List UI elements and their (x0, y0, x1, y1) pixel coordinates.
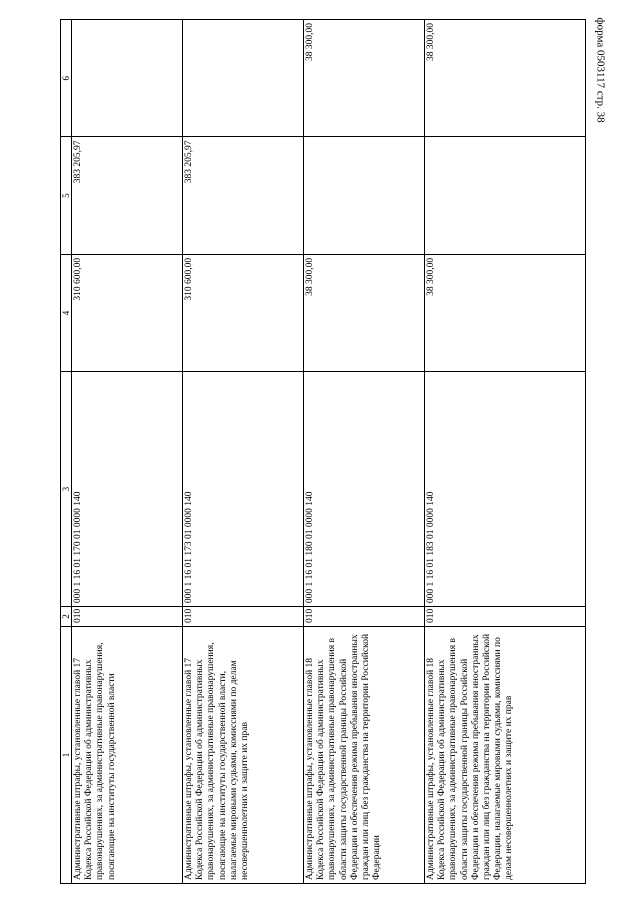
row-income-code: 000 1 16 01 173 01 0000 140 (182, 371, 303, 606)
column-header: 3 (60, 371, 71, 606)
row-income-code: 000 1 16 01 180 01 0000 140 (303, 371, 424, 606)
row-approved: 310 600,00 (71, 254, 182, 371)
row-unexecuted (71, 19, 182, 136)
header-row (60, 19, 71, 883)
row-income-code: 000 1 16 01 170 01 0000 140 (71, 371, 182, 606)
row-executed: 383 205,97 (182, 136, 303, 253)
report-table (60, 19, 586, 884)
column-header: 1 (60, 626, 71, 883)
row-name: Административные штрафы, установленные главой 18 Кодекса Российской Федерации об административных правонарушениях, за административные правонарушения в области защиты государственной границы Российской Федерации и обеспечения режима пребывания иностранных граждан или лиц без гражданства на территории Российской Федерации (303, 626, 424, 883)
row-approved: 38 300,00 (303, 254, 424, 371)
report-table-rotated (60, 19, 575, 884)
row-line-code: 010 (303, 606, 424, 626)
row-name: Административные штрафы, установленные главой 18 Кодекса Российской Федерации об административных правонарушениях, за административные правонарушения в области защиты государственной границы Российской Федерации и обеспечения режима пребывания иностранных граждан или лиц без гражданства на территории Российской Федерации, налагаемые мировыми судьями, комиссиями по делам несовершеннолетних и защите их прав (424, 626, 585, 883)
row-approved: 310 600,00 (182, 254, 303, 371)
row-unexecuted: 38 300,00 (303, 19, 424, 136)
column-header: 4 (60, 254, 71, 371)
table-row (424, 19, 585, 883)
row-name: Административные штрафы, установленные главой 17 Кодекса Российской Федерации об административных правонарушениях, за административные правонарушения, посягающие на институты государственной власти (71, 626, 182, 883)
column-header: 2 (60, 606, 71, 626)
row-executed (303, 136, 424, 253)
row-approved: 38 300,00 (424, 254, 585, 371)
column-header: 6 (60, 19, 71, 136)
row-name: Административные штрафы, установленные главой 17 Кодекса Российской Федерации об административных правонарушениях, за административные правонарушения, посягающие на институты государственной власти, налагаемые мировыми судьями, комиссиями по делам несовершеннолетних и защите их прав (182, 626, 303, 883)
table-row (182, 19, 303, 883)
form-label: форма 0503117 стр. 38 (594, 17, 607, 123)
row-executed: 383 205,97 (71, 136, 182, 253)
column-header: 5 (60, 136, 71, 253)
row-line-code: 010 (71, 606, 182, 626)
row-income-code: 000 1 16 01 183 01 0000 140 (424, 371, 585, 606)
row-line-code: 010 (424, 606, 585, 626)
page-header (591, 0, 607, 905)
row-line-code: 010 (182, 606, 303, 626)
table-row (71, 19, 182, 883)
row-unexecuted: 38 300,00 (424, 19, 585, 136)
row-unexecuted (182, 19, 303, 136)
table-row (303, 19, 424, 883)
row-executed (424, 136, 585, 253)
